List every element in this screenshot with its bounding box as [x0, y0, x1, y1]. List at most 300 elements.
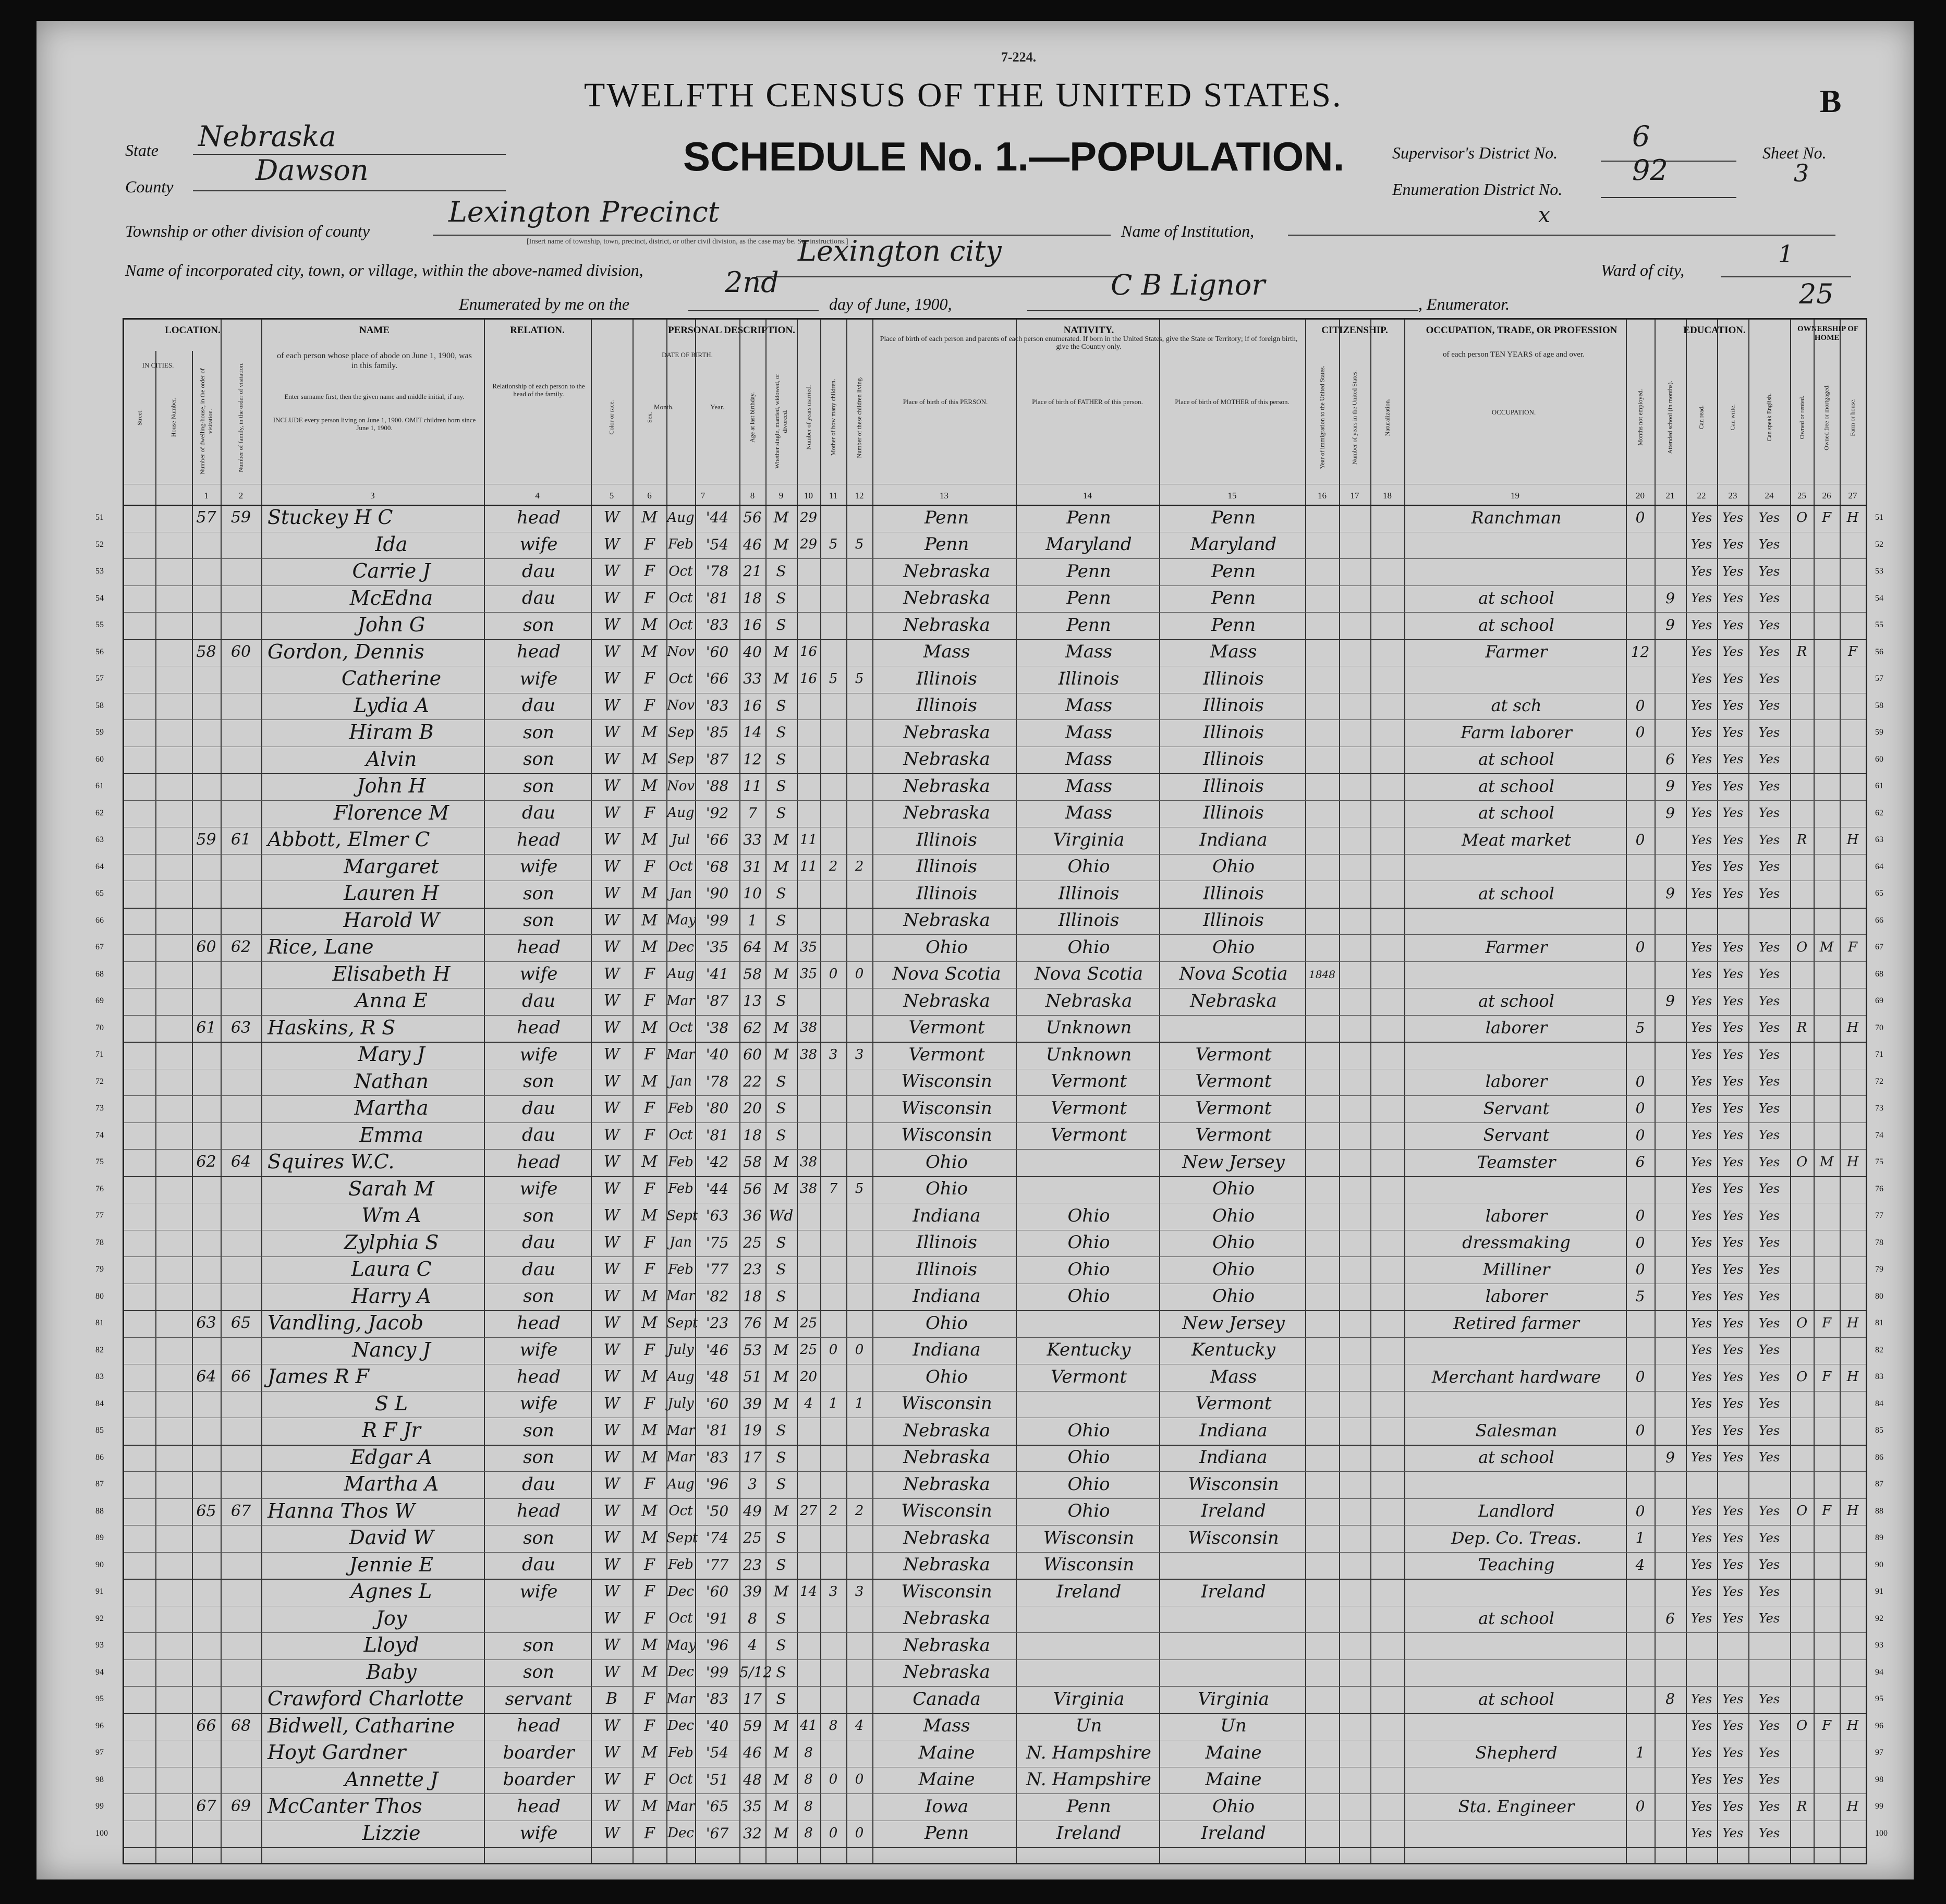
cell-ym: 27 — [799, 1503, 818, 1519]
line-number-right: 65 — [1875, 889, 1883, 898]
cell-fh: H — [1846, 1369, 1859, 1385]
table-row — [95, 1095, 1883, 1122]
cell-b-m: Maine — [1205, 1769, 1262, 1790]
cell-b-f: Ohio — [1067, 856, 1110, 877]
cell-fam: 67 — [230, 1502, 251, 1520]
cell-mar: S — [776, 697, 786, 714]
cell-sch: 9 — [1665, 992, 1675, 1010]
cell-year: '40 — [706, 1046, 729, 1064]
cell-color: W — [603, 562, 620, 580]
cell-color: W — [603, 1636, 620, 1654]
cell-name: Laura C — [351, 1258, 432, 1280]
subhead-street: Street. — [136, 409, 143, 425]
cell-write: Yes — [1722, 1745, 1744, 1760]
cell-occ: Servant — [1483, 1125, 1550, 1145]
cell-name: Hanna Thos W — [267, 1499, 415, 1522]
cell-b-f: Ohio — [1067, 1286, 1110, 1307]
cell-b-f: Ohio — [1067, 936, 1110, 958]
group-personal: PERSONAL DESCRIPTION. — [668, 325, 795, 336]
cell-liv: 0 — [855, 966, 864, 982]
cell-year: '65 — [706, 1798, 729, 1815]
line-number: 71 — [95, 1050, 104, 1059]
cell-year: '67 — [706, 1824, 729, 1842]
cell-name: Florence M — [333, 801, 449, 824]
cell-own: O — [1796, 1154, 1808, 1170]
line-number: 83 — [95, 1372, 104, 1381]
cell-b-m: Indiana — [1199, 829, 1268, 850]
table-row — [95, 881, 1883, 908]
cell-age: 48 — [743, 1771, 762, 1788]
cell-b-f: Penn — [1066, 507, 1111, 528]
cell-speak: Yes — [1758, 939, 1780, 955]
cell-write: Yes — [1722, 1423, 1744, 1438]
table-row — [95, 1740, 1883, 1767]
line-number-right: 62 — [1875, 808, 1883, 817]
cell-mar: S — [776, 1663, 786, 1681]
cell-mne: 5 — [1635, 1019, 1645, 1036]
cell-occ: Ranchman — [1471, 507, 1562, 528]
cell-year: '40 — [706, 1717, 729, 1735]
line-number: 89 — [95, 1533, 104, 1542]
subhead-immigration: Year of immigration to the United States. — [1318, 365, 1325, 469]
cell-read: Yes — [1690, 805, 1712, 821]
subhead-age: Age at last birthday. — [748, 392, 756, 443]
subhead-years-us: Number of years in the United States. — [1351, 370, 1358, 465]
cell-month: Oct — [668, 563, 693, 579]
cell-month: May — [666, 912, 696, 928]
line-number-right: 86 — [1875, 1453, 1883, 1462]
cell-mar: M — [773, 858, 789, 875]
cell-occ: Farmer — [1485, 937, 1548, 957]
subhead-house-number: House Number. — [169, 397, 177, 437]
cell-age: 39 — [743, 1395, 762, 1412]
cell-name: Lydia A — [354, 693, 429, 717]
cell-age: 1 — [748, 911, 757, 929]
cell-speak: Yes — [1758, 1718, 1780, 1734]
group-citizenship: CITIZENSHIP. — [1321, 325, 1388, 336]
cell-sch: 9 — [1665, 589, 1675, 607]
table-row — [95, 1122, 1883, 1150]
line-number: 81 — [95, 1319, 104, 1327]
relation-desc: Relationship of each person to the head of the family. — [492, 382, 585, 398]
cell-name: David W — [349, 1526, 434, 1549]
cell-year: '54 — [706, 1744, 729, 1762]
cell-month: Mar — [666, 1046, 695, 1063]
cell-mar: M — [773, 1180, 789, 1198]
line-number-right: 67 — [1875, 943, 1883, 951]
line-number-right: 78 — [1875, 1238, 1883, 1247]
cell-name: R F Jr — [362, 1419, 421, 1442]
cell-b-m: Maryland — [1190, 534, 1277, 555]
cell-color: W — [603, 831, 620, 849]
cell-sex: M — [641, 1502, 658, 1520]
cell-speak: Yes — [1758, 1262, 1780, 1277]
cell-read: Yes — [1690, 1315, 1712, 1331]
cell-year: '83 — [706, 616, 729, 634]
cell-ym: 38 — [799, 1020, 818, 1035]
cell-sch: 6 — [1665, 750, 1675, 768]
subhead-marital: Whether single, married, widowed, or divorced. — [773, 373, 788, 469]
column-number: 6 — [647, 491, 652, 501]
table-row — [95, 612, 1883, 639]
cell-month: Aug — [667, 1369, 695, 1385]
line-number: 57 — [95, 674, 104, 683]
cell-ym: 8 — [804, 1825, 813, 1841]
cell-age: 33 — [743, 831, 762, 849]
cell-write: Yes — [1722, 1557, 1744, 1572]
cell-read: Yes — [1690, 671, 1712, 686]
cell-b-p: Ohio — [925, 936, 968, 958]
cell-rel: son — [523, 910, 554, 931]
line-number: 82 — [95, 1345, 104, 1354]
cell-mne: 0 — [1635, 1234, 1645, 1251]
line-number-right: 89 — [1875, 1533, 1883, 1542]
cell-rel: wife — [519, 1581, 558, 1602]
cell-color: W — [603, 1126, 620, 1144]
cell-fh: H — [1846, 832, 1859, 848]
township-label: Township or other division of county — [125, 222, 370, 240]
cell-year: '96 — [706, 1475, 729, 1493]
cell-b-p: Illinois — [916, 1259, 977, 1280]
occupation-label: OCCUPATION. — [1491, 408, 1536, 416]
cell-year: '54 — [706, 535, 729, 553]
cell-color: W — [603, 1421, 620, 1439]
cell-month: Aug — [667, 966, 695, 982]
cell-color: W — [603, 1072, 620, 1091]
cell-name: Baby — [366, 1660, 417, 1683]
cell-mar: S — [776, 992, 786, 1010]
cell-month: Mar — [666, 993, 695, 1009]
cell-age: 19 — [743, 1422, 762, 1439]
cell-ym: 38 — [799, 1154, 818, 1170]
cell-month: Jul — [671, 832, 690, 848]
column-number: 25 — [1797, 491, 1806, 501]
table-row — [95, 1337, 1883, 1364]
cell-read: Yes — [1690, 1396, 1712, 1411]
cell-name: Emma — [359, 1123, 423, 1146]
table-row — [95, 1579, 1883, 1606]
cell-b-m: Ohio — [1212, 1178, 1255, 1199]
cell-occ: at school — [1478, 883, 1554, 904]
cell-sex: M — [641, 1368, 658, 1386]
cell-mar: M — [773, 1341, 789, 1359]
cell-speak: Yes — [1758, 1181, 1780, 1197]
cell-ym: 29 — [799, 536, 818, 552]
cell-age: 18 — [743, 589, 762, 607]
table-row — [95, 1015, 1883, 1042]
cell-mne: 0 — [1635, 831, 1645, 849]
cell-sex: F — [644, 1179, 655, 1198]
date-of-birth-label: DATE OF BIRTH. — [662, 351, 713, 359]
cell-color: W — [603, 1233, 620, 1252]
cell-mar: M — [773, 1502, 789, 1520]
cell-rel: son — [523, 1662, 554, 1682]
cell-sch: 9 — [1665, 777, 1675, 795]
line-number-right: 54 — [1875, 593, 1883, 603]
cell-fh: H — [1846, 1315, 1859, 1331]
cell-color: W — [603, 1287, 620, 1305]
cell-b-m: Illinois — [1203, 883, 1264, 904]
cell-write: Yes — [1722, 1396, 1744, 1411]
cell-b-m: Vermont — [1195, 1125, 1272, 1145]
cell-fh: F — [1847, 939, 1858, 955]
cell-read: Yes — [1690, 886, 1712, 901]
cell-read: Yes — [1690, 1772, 1712, 1787]
cell-read: Yes — [1690, 939, 1712, 955]
cell-moth: 0 — [829, 1825, 838, 1841]
line-number: 52 — [95, 540, 104, 549]
birth-father-label: Place of birth of FATHER of this person. — [1032, 398, 1143, 406]
group-name: NAME — [359, 325, 390, 336]
cell-moth: 5 — [829, 536, 838, 552]
cell-b-m: Wisconsin — [1188, 1473, 1279, 1495]
cell-b-m: Indiana — [1199, 1420, 1268, 1441]
cell-occ: laborer — [1485, 1205, 1548, 1226]
cell-moth: 7 — [829, 1181, 838, 1197]
line-number: 90 — [95, 1560, 104, 1569]
occupation-desc: of each person TEN YEARS of age and over. — [1442, 350, 1585, 359]
cell-year: '74 — [706, 1529, 729, 1547]
cell-occ: Teamster — [1477, 1152, 1556, 1172]
cell-mne: 0 — [1635, 1422, 1645, 1439]
cell-write: Yes — [1722, 1799, 1744, 1814]
ward-value: 1 — [1778, 240, 1794, 268]
cell-occ: Farmer — [1485, 642, 1548, 662]
cell-b-p: Nebraska — [903, 910, 990, 931]
table-row — [95, 1310, 1883, 1337]
cell-rel: son — [523, 1071, 554, 1092]
cell-ym: 14 — [799, 1583, 818, 1600]
cell-read: Yes — [1690, 832, 1712, 847]
cell-speak: Yes — [1758, 1745, 1780, 1760]
cell-b-m: Virginia — [1198, 1688, 1269, 1710]
cell-b-f: Vermont — [1050, 1366, 1127, 1387]
cell-rel: head — [516, 641, 561, 662]
cell-speak: Yes — [1758, 698, 1780, 713]
cell-b-m: Kentucky — [1191, 1339, 1275, 1360]
cell-ym: 38 — [799, 1181, 818, 1197]
cell-sex: M — [641, 1797, 658, 1815]
line-number: 76 — [95, 1184, 104, 1193]
cell-write: Yes — [1722, 1208, 1744, 1223]
cell-sex: M — [641, 831, 658, 849]
cell-name: Sarah M — [348, 1177, 434, 1200]
cell-read: Yes — [1690, 537, 1712, 552]
cell-write: Yes — [1722, 1289, 1744, 1304]
cell-b-m: Illinois — [1203, 722, 1264, 743]
cell-color: W — [603, 669, 620, 688]
cell-year: '83 — [706, 1690, 729, 1708]
cell-speak: Yes — [1758, 1101, 1780, 1116]
cell-sex: F — [644, 1770, 655, 1789]
cell-mar: S — [776, 1261, 786, 1278]
cell-color: W — [603, 1609, 620, 1628]
cell-sex: F — [644, 992, 655, 1010]
cell-age: 39 — [743, 1583, 762, 1601]
cell-b-f: Penn — [1066, 560, 1111, 582]
table-row — [95, 1471, 1883, 1498]
cell-liv: 3 — [855, 1583, 864, 1600]
enumerated-suffix: day of June, 1900, — [829, 295, 952, 313]
cell-mar: S — [776, 1475, 786, 1493]
cell-year: '99 — [706, 911, 729, 929]
line-number-right: 76 — [1875, 1184, 1883, 1193]
cell-rel: dau — [522, 695, 555, 716]
cell-age: 46 — [743, 535, 762, 553]
cell-year: '77 — [706, 1556, 729, 1573]
cell-occ: Retired farmer — [1453, 1313, 1579, 1333]
cell-write: Yes — [1722, 1074, 1744, 1089]
cell-mar: M — [773, 1798, 789, 1815]
cell-read: Yes — [1690, 1074, 1712, 1089]
cell-sex: M — [641, 616, 658, 634]
cell-sex: M — [641, 1072, 658, 1091]
cell-month: Sept — [666, 1207, 698, 1224]
cell-sex: F — [644, 1609, 655, 1628]
cell-dw: 64 — [196, 1368, 216, 1386]
line-number: 56 — [95, 647, 104, 656]
cell-b-f: Ohio — [1067, 1500, 1110, 1521]
cell-liv: 0 — [855, 1825, 864, 1841]
cell-speak: Yes — [1758, 967, 1780, 982]
enumerated-day: 2nd — [725, 266, 779, 299]
cell-name: Jennie E — [349, 1553, 434, 1576]
cell-name: McCanter Thos — [267, 1795, 422, 1817]
cell-rel: son — [523, 722, 554, 743]
cell-color: W — [603, 938, 620, 956]
cell-read: Yes — [1690, 1530, 1712, 1545]
cell-name: Mary J — [358, 1043, 425, 1066]
cell-sex: F — [644, 535, 655, 554]
cell-age: 53 — [743, 1341, 762, 1359]
cell-occ: at school — [1478, 749, 1554, 770]
line-number: 78 — [95, 1238, 104, 1247]
cell-speak: Yes — [1758, 1772, 1780, 1787]
cell-b-f: Vermont — [1050, 1071, 1127, 1092]
cell-dw: 59 — [196, 831, 216, 849]
cell-b-p: Nebraska — [903, 990, 990, 1011]
cell-color: W — [603, 1099, 620, 1117]
cell-month: Aug — [667, 1476, 695, 1492]
cell-year: '87 — [706, 992, 729, 1010]
cell-mar: S — [776, 1609, 786, 1627]
cell-b-p: Nebraska — [903, 775, 990, 797]
cell-occ: at school — [1478, 803, 1554, 823]
cell-sex: F — [644, 1045, 655, 1064]
cell-write: Yes — [1722, 1530, 1744, 1545]
cell-name: Hoyt Gardner — [267, 1741, 406, 1764]
cell-mne: 0 — [1635, 1126, 1645, 1144]
line-number-right: 56 — [1875, 647, 1883, 656]
cell-mar: S — [776, 804, 786, 822]
line-number-right: 96 — [1875, 1721, 1883, 1730]
line-number: 97 — [95, 1748, 104, 1757]
cell-b-p: Wisconsin — [901, 1125, 992, 1145]
line-number: 67 — [95, 943, 104, 951]
table-row — [95, 827, 1883, 854]
cell-color: W — [603, 508, 620, 527]
line-number-right: 60 — [1875, 754, 1883, 764]
cell-name: Carrie J — [352, 559, 431, 582]
cell-own: O — [1796, 939, 1808, 955]
line-number-right: 72 — [1875, 1077, 1883, 1086]
line-number: 68 — [95, 969, 104, 979]
cell-occ: Salesman — [1475, 1420, 1558, 1441]
cell-b-f: Nebraska — [1045, 990, 1133, 1011]
cell-own: O — [1796, 1369, 1808, 1385]
cell-speak: Yes — [1758, 537, 1780, 552]
cell-name: John G — [357, 613, 425, 636]
cell-b-p: Penn — [924, 534, 969, 555]
cell-b-m: Ohio — [1212, 1796, 1255, 1817]
cell-b-f: Illinois — [1058, 910, 1120, 931]
cell-sex: F — [644, 1260, 655, 1278]
cell-rel: son — [523, 1447, 554, 1468]
table-row — [95, 505, 1883, 532]
cell-rel: wife — [519, 1339, 558, 1360]
table-row — [95, 532, 1883, 559]
table-row — [95, 558, 1883, 585]
line-number: 62 — [95, 808, 104, 817]
cell-mne: 0 — [1635, 1072, 1645, 1090]
cell-b-p: Indiana — [913, 1205, 981, 1226]
cell-liv: 3 — [855, 1046, 864, 1063]
cell-name: Martha — [354, 1096, 429, 1119]
cell-write: Yes — [1722, 1718, 1744, 1734]
cell-mar: M — [773, 509, 789, 527]
subhead-mother-of: Mother of how many children. — [829, 379, 837, 456]
cell-b-m: Vermont — [1195, 1071, 1272, 1092]
cell-write: Yes — [1722, 993, 1744, 1008]
cell-color: W — [603, 1206, 620, 1225]
cell-sex: F — [644, 1690, 655, 1708]
cell-fh: H — [1846, 1798, 1859, 1814]
cell-free: M — [1819, 1154, 1834, 1170]
cell-age: 64 — [743, 938, 762, 956]
cell-read: Yes — [1690, 859, 1712, 874]
cell-ym: 38 — [799, 1046, 818, 1063]
cell-speak: Yes — [1758, 1047, 1780, 1062]
cell-b-p: Illinois — [916, 883, 977, 904]
cell-mne: 0 — [1635, 1798, 1645, 1815]
cell-rel: wife — [519, 534, 558, 555]
cell-b-p: Nebraska — [903, 1608, 990, 1629]
cell-dw: 65 — [196, 1502, 216, 1520]
cell-age: 18 — [743, 1287, 762, 1305]
enumerator-label: , Enumerator. — [1418, 295, 1510, 313]
cell-sex: F — [644, 1475, 655, 1493]
table-row — [95, 639, 1883, 666]
cell-b-f: Maryland — [1045, 534, 1132, 555]
cell-sex: F — [644, 1394, 655, 1413]
subhead-can-speak: Can speak English. — [1765, 393, 1773, 442]
line-number-right: 51 — [1875, 513, 1883, 522]
cell-month: Oct — [668, 1772, 693, 1787]
cell-b-p: Indiana — [913, 1339, 981, 1360]
cell-name: Nancy J — [352, 1338, 431, 1361]
cell-color: W — [603, 803, 620, 822]
cell-ym: 4 — [804, 1396, 813, 1411]
table-row — [95, 747, 1883, 774]
cell-write: Yes — [1722, 1450, 1744, 1465]
table-row — [95, 1256, 1883, 1284]
cell-mne: 12 — [1631, 643, 1650, 661]
cell-month: Feb — [668, 1261, 694, 1277]
cell-occ: Dep. Co. Treas. — [1451, 1528, 1582, 1548]
subhead-dwelling: Number of dwelling-house, in the order of visitation. — [198, 368, 214, 474]
cell-moth: 3 — [829, 1046, 838, 1063]
line-number-right: 94 — [1875, 1667, 1883, 1677]
